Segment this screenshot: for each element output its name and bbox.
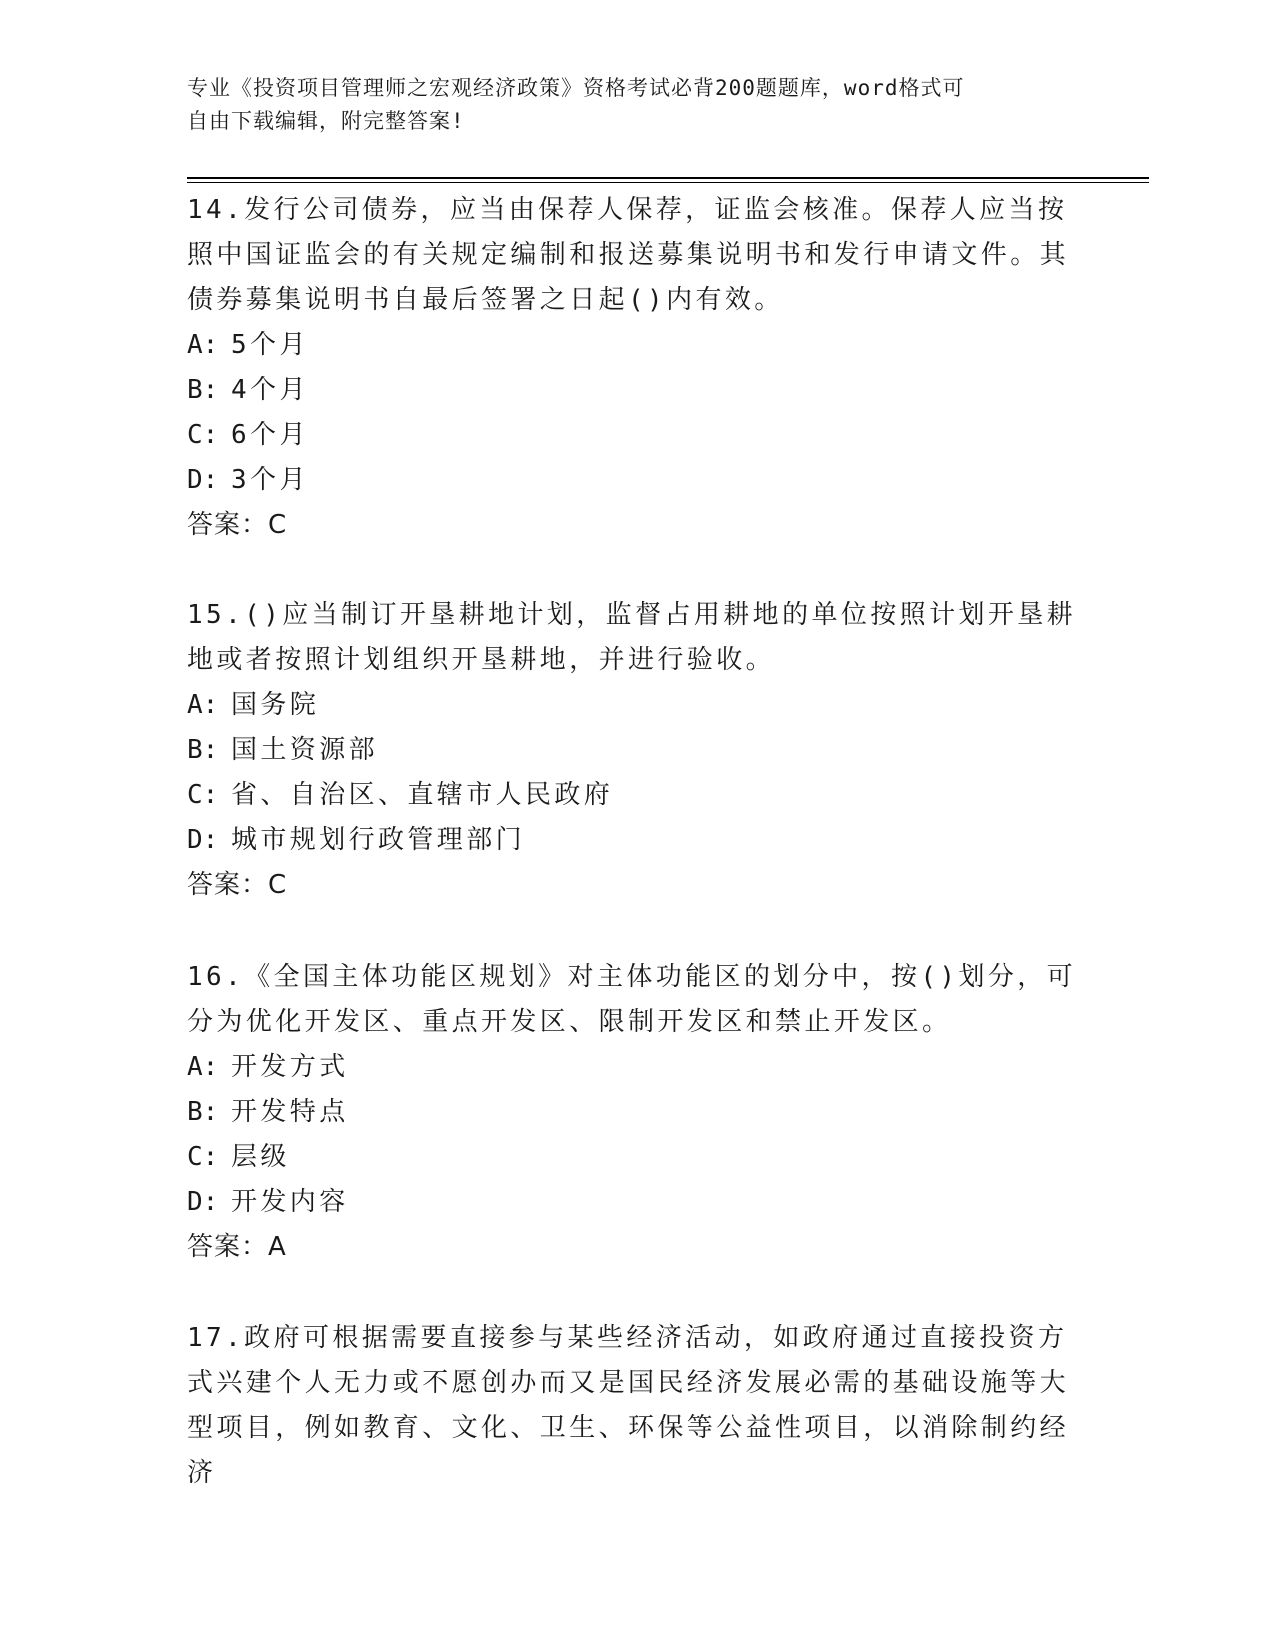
option-text: 城市规划行政管理部门 xyxy=(231,825,526,855)
option-text: 3个月 xyxy=(231,465,309,495)
question-text: 15.()应当制订开垦耕地计划，监督占用耕地的单位按照计划开垦耕地或者按照计划组织开垦耕地，并进行验收。 xyxy=(187,600,1077,675)
option-key: A: xyxy=(187,330,219,360)
option-key: C: xyxy=(187,420,219,450)
option-text: 开发内容 xyxy=(231,1187,349,1217)
option-text: 5个月 xyxy=(231,330,309,360)
option-d xyxy=(187,458,1087,503)
answer: 答案：C xyxy=(187,510,288,540)
option-key: D: xyxy=(187,825,219,855)
option-text: 省、自治区、直辖市人民政府 xyxy=(231,780,614,810)
question-text: 16.《全国主体功能区规划》对主体功能区的划分中，按()划分，可分为优化开发区、重点开发区、限制开发区和禁止开发区。 xyxy=(187,962,1077,1037)
option-c xyxy=(187,773,1087,818)
option-text: 6个月 xyxy=(231,420,309,450)
option-d xyxy=(187,1180,1087,1225)
option-key: B: xyxy=(187,735,219,765)
question-14 xyxy=(187,188,1087,548)
header-line-2: 自由下载编辑，附完整答案! xyxy=(187,109,465,133)
option-b xyxy=(187,1090,1087,1135)
question-text: 17.政府可根据需要直接参与某些经济活动，如政府通过直接投资方式兴建个人无力或不愿创办而又是国民经济发展必需的基础设施等大型项目，例如教育、文化、卫生、环保等公益性项目，以消除制约经济 xyxy=(187,1323,1070,1488)
option-text: 开发方式 xyxy=(231,1052,349,1082)
option-text: 国土资源部 xyxy=(231,735,379,765)
answer: 答案：A xyxy=(187,1232,287,1262)
document-header xyxy=(187,72,1067,138)
option-text: 层级 xyxy=(231,1142,290,1172)
question-15 xyxy=(187,593,1087,908)
option-c xyxy=(187,1135,1087,1180)
option-key: C: xyxy=(187,780,219,810)
option-key: D: xyxy=(187,1187,219,1217)
option-text: 国务院 xyxy=(231,690,320,720)
header-line-1: 专业《投资项目管理师之宏观经济政策》资格考试必背200题题库，word格式可 xyxy=(187,76,965,100)
option-c xyxy=(187,413,1087,458)
answer: 答案：C xyxy=(187,870,288,900)
option-key: A: xyxy=(187,690,219,720)
option-text: 4个月 xyxy=(231,375,309,405)
question-16 xyxy=(187,955,1087,1270)
header-rule-thin xyxy=(187,182,1149,183)
option-key: B: xyxy=(187,375,219,405)
option-text: 开发特点 xyxy=(231,1097,349,1127)
question-17 xyxy=(187,1316,1087,1496)
question-text: 14.发行公司债券，应当由保荐人保荐，证监会核准。保荐人应当按照中国证监会的有关规定编制和报送募集说明书和发行申请文件。其债券募集说明书自最后签署之日起()内有效。 xyxy=(187,195,1070,315)
option-b xyxy=(187,728,1087,773)
option-a xyxy=(187,1045,1087,1090)
option-key: C: xyxy=(187,1142,219,1172)
header-rule-thick xyxy=(187,177,1149,179)
option-a xyxy=(187,323,1087,368)
option-a xyxy=(187,683,1087,728)
option-d xyxy=(187,818,1087,863)
option-b xyxy=(187,368,1087,413)
option-key: B: xyxy=(187,1097,219,1127)
option-key: D: xyxy=(187,465,219,495)
option-key: A: xyxy=(187,1052,219,1082)
